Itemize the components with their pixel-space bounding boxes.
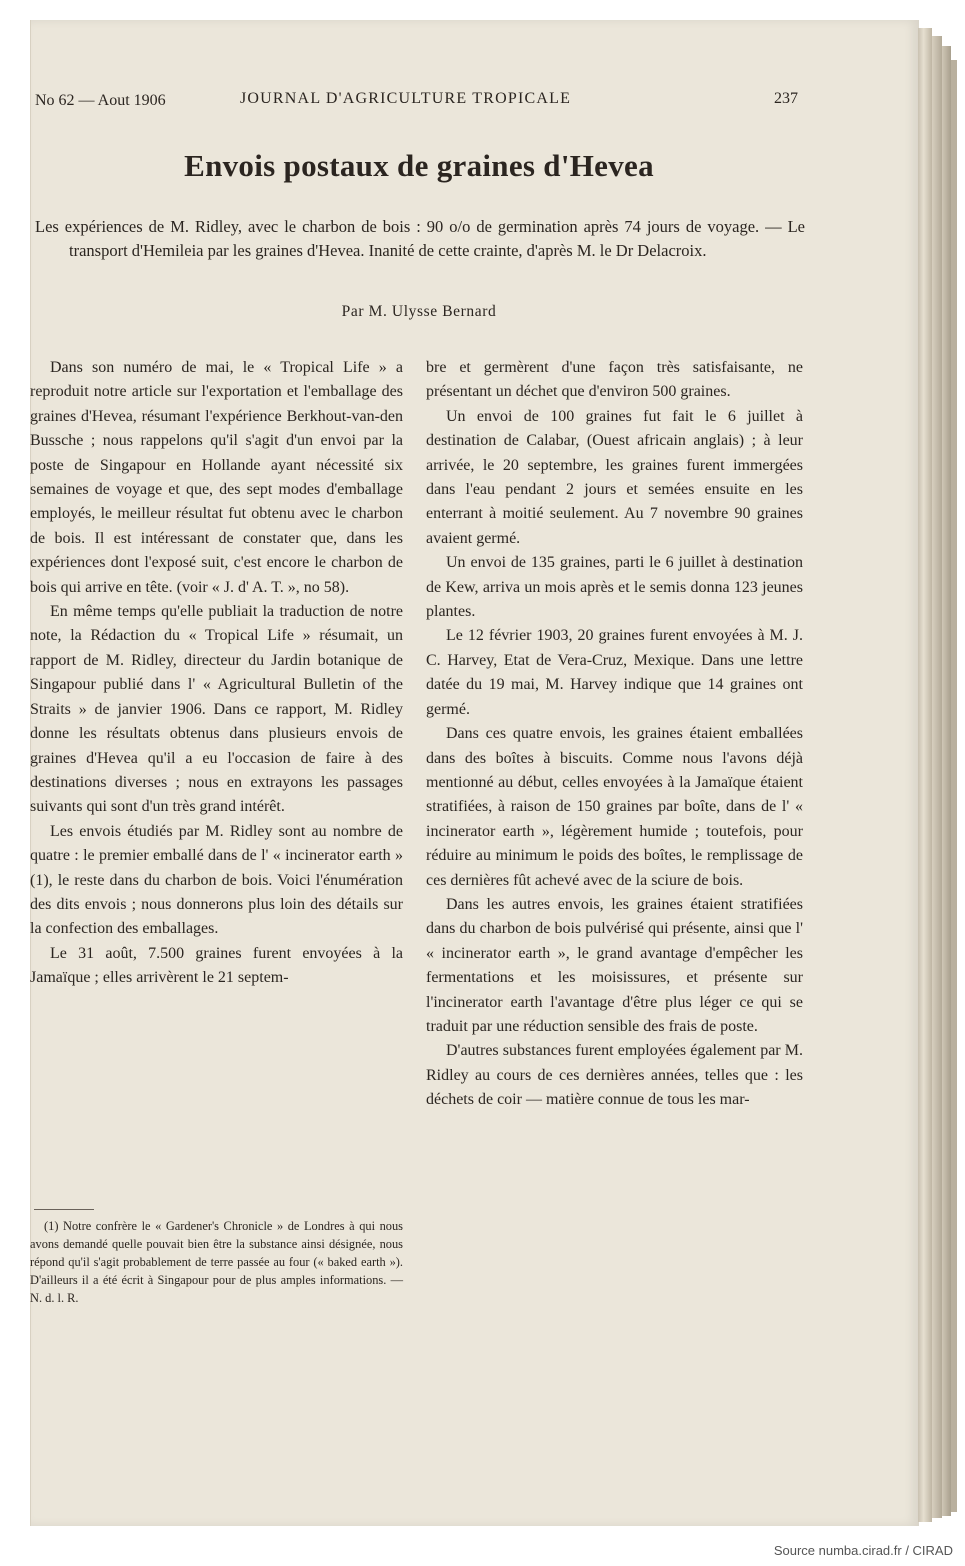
page-edge xyxy=(942,46,951,1516)
paragraph: Le 31 août, 7.500 graines furent envoyées à la Jamaïque ; elles arrivèrent le 21 septem- xyxy=(30,944,403,987)
paragraph: Dans ces quatre envois, les graines étaient emballées dans des boîtes à biscuits. Comme nous l'avons déjà mentionné au début, celles envoyées à la Jamaïque étaient stratifiées, à raison de 150 graines par boîte, dans de l' « incinerator earth », légèrement humide ; toutefois, pour réduire au minimum le poids des boîtes, le remplissage de ces dernières fût achevé avec de la sciure de bois. xyxy=(426,725,803,889)
article-summary: Les expériences de M. Ridley, avec le charbon de bois : 90 o/o de germination après 74 jours de voyage. — Le transport d'Hemileia par les graines d'Hevea. Inanité de cette crainte, d'après M. le Dr Delacroix. xyxy=(35,217,805,260)
paragraph: Un envoi de 135 graines, parti le 6 juillet à destination de Kew, arriva un mois après et le semis donna 123 jeunes plantes. xyxy=(426,554,803,621)
article-title: Envois postaux de graines d'Hevea xyxy=(184,148,654,183)
paragraph: Dans son numéro de mai, le « Tropical Life » a reproduit notre article sur l'exportation et l'emballage des graines d'Hevea, résumant l'expérience Berkhout-van-den Bussche ; nous rappelons qu'il s'agit d'un envoi par la poste de Singapour en Hollande ayant nécessité six semaines de voyage et que, des sept modes d'emballage employés, le meilleur résultat fut obtenu avec le charbon de bois. Il est intéressant de constater que, dans les expériences dont l'exposé suit, c'est encore le charbon de bois qui arrive en tête. (voir « J. d' A. T. », no 58). xyxy=(30,359,403,596)
paragraph: D'autres substances furent employées également par M. Ridley au cours de ces dernières années, telles que : les déchets de coir — matière connue de tous les mar- xyxy=(426,1042,803,1109)
page-number: 237 xyxy=(774,90,798,107)
paragraph: bre et germèrent d'une façon très satisfaisante, ne présentant un déchet que d'environ 500 graines. xyxy=(426,359,803,401)
page-edge xyxy=(951,60,957,1512)
footnote xyxy=(30,1217,403,1307)
left-column xyxy=(30,356,403,991)
issue-label: No 62 — Aout 1906 xyxy=(35,92,166,109)
article-byline: Par M. Ulysse Bernard xyxy=(341,303,497,320)
footnote-divider xyxy=(34,1209,94,1210)
paragraph: En même temps qu'elle publiait la traduction de notre note, la Rédaction du « Tropical Life » résumait, un rapport de M. Ridley, directeur du Jardin botanique de Singapour publié dans l' « Agricultural Bulletin of the Straits » de janvier 1906. Dans ce rapport, M. Ridley donne les résultats obtenus dans plusieurs envois de graines d'Hevea qu'il a eu l'occasion de faire à des destinations diverses ; nous en extrayons les passages suivants qui sont d'un très grand intérêt. xyxy=(30,603,403,816)
paragraph: Les envois étudiés par M. Ridley sont au nombre de quatre : le premier emballé dans de l' « incinerator earth » (1), le reste dans du charbon de bois. Voici l'énumération des dits envois ; nous donnerons plus loin des détails sur la confection des emballages. xyxy=(30,822,403,938)
footnote-text: (1) Notre confrère le « Gardener's Chronicle » de Londres à qui nous avons demandé quelle pouvait bien être la substance ainsi désignée, nous répond qu'il s'agit probablement de terre passée au four (« baked earth »). D'ailleurs il a été écrit à Singapour pour de plus amples informations. — N. d. l. R. xyxy=(30,1219,403,1305)
page-edge xyxy=(932,36,942,1518)
paragraph: Un envoi de 100 graines fut fait le 6 juillet à destination de Calabar, (Ouest africain anglais) ; à leur arrivée, le 20 septembre, les graines furent immergées dans l'eau pendant 2 jours et semées ensuite en les enterrant à moitié seulement. Au 7 novembre 90 graines avaient germé. xyxy=(426,407,803,547)
page-edge xyxy=(918,28,932,1522)
journal-name: JOURNAL D'AGRICULTURE TROPICALE xyxy=(240,90,572,107)
paragraph: Dans les autres envois, les graines étaient stratifiées dans du charbon de bois pulvérisé qui présente, ainsi que l' « incinerator earth », le grand avantage d'empêcher les fermentations et les moisissures, et présente sur l'incinerator earth l'avantage d'être plus léger ce qui se traduit par une réduction sensible des frais de poste. xyxy=(426,895,803,1035)
paragraph: Le 12 février 1903, 20 graines furent envoyées à M. J. C. Harvey, Etat de Vera-Cruz, Mexique. Dans une lettre datée du 19 mai, M. Harvey indique que 14 graines ont germé. xyxy=(426,627,803,718)
right-column xyxy=(426,356,803,1113)
source-credit: Source numba.cirad.fr / CIRAD xyxy=(773,1543,953,1558)
